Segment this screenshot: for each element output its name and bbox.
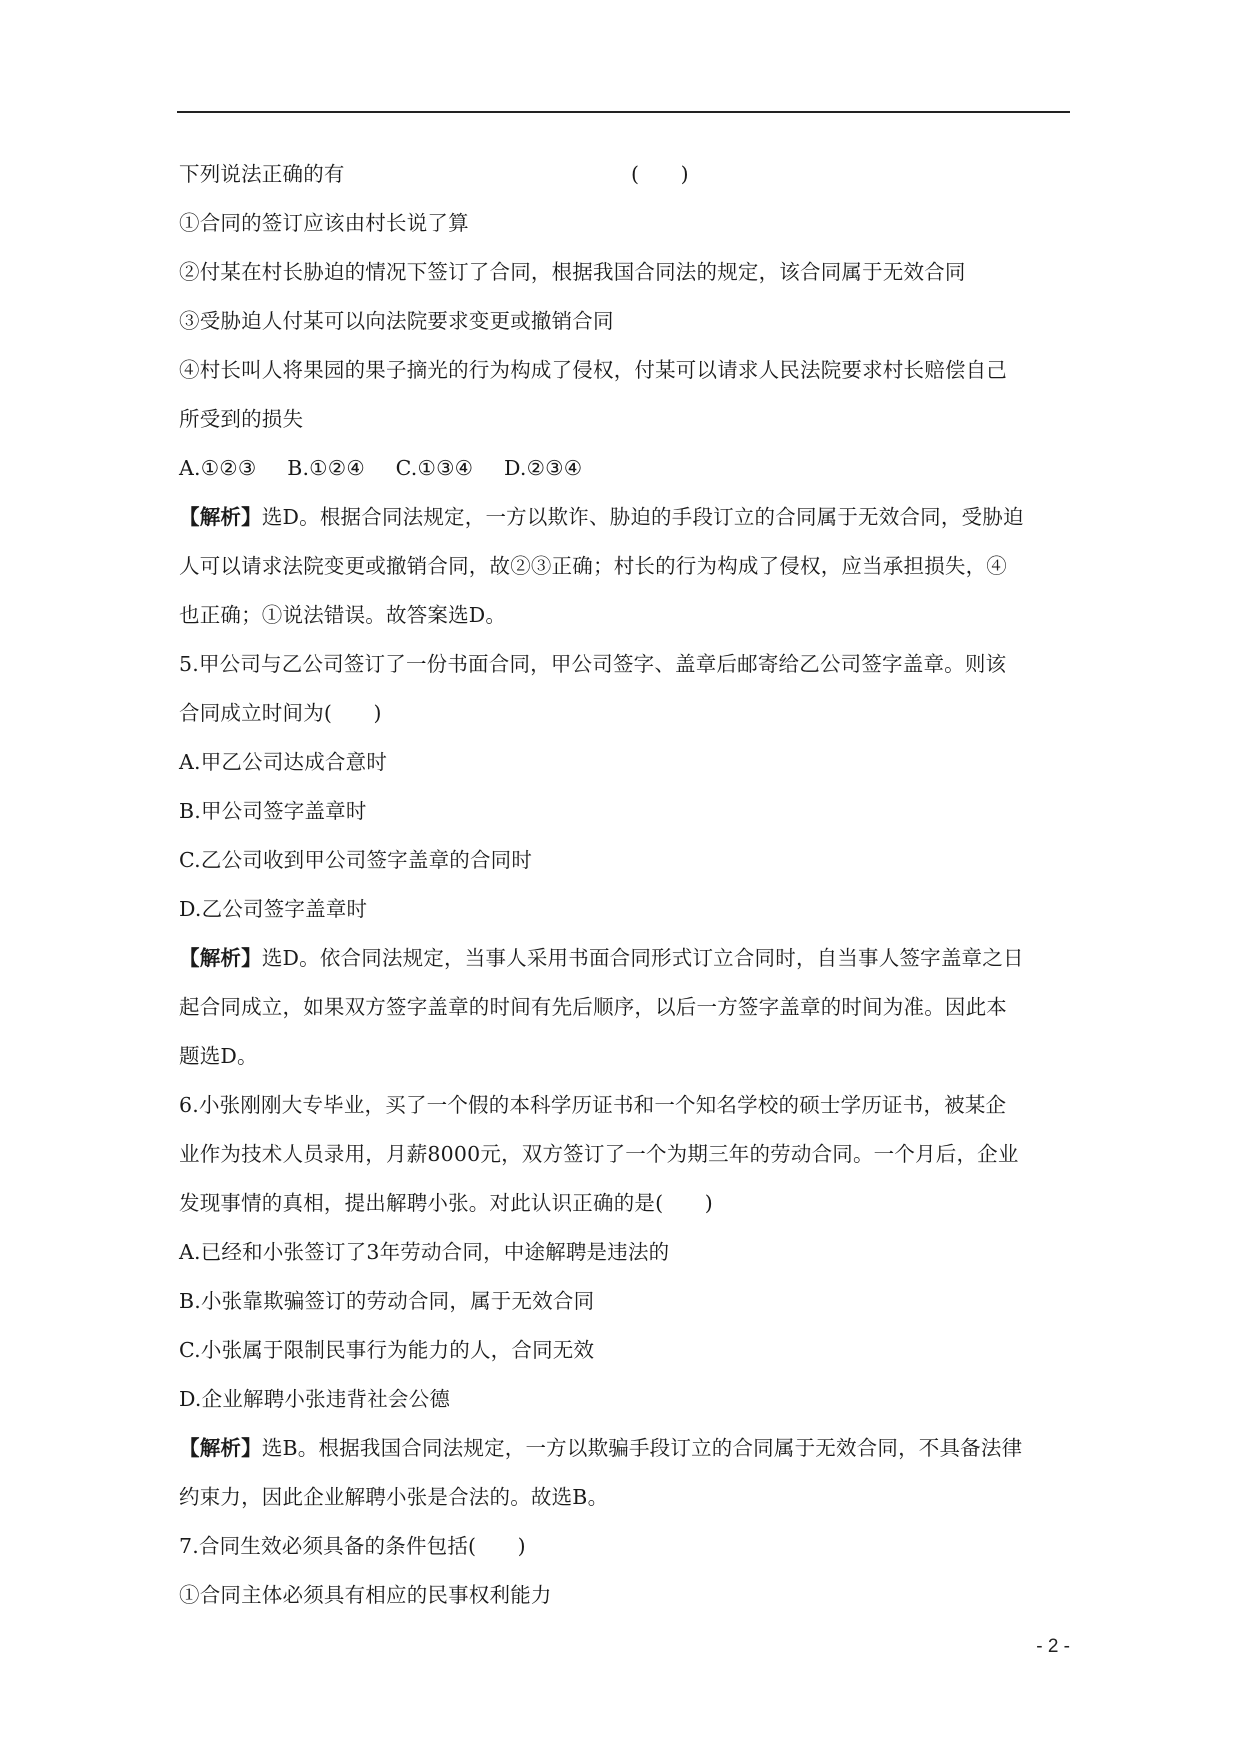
q6-option-c: C.小张属于限制民事行为能力的人，合同无效 — [179, 1338, 595, 1362]
q6-option-a: A.已经和小张签订了3年劳动合同，中途解聘是违法的 — [179, 1240, 670, 1264]
q4-stem: 下列说法正确的有 — [179, 162, 345, 186]
q4-analysis-line-2: 人可以请求法院变更或撤销合同，故②③正确；村长的行为构成了侵权，应当承担损失，④ — [179, 554, 1007, 578]
q4-analysis-line-3: 也正确；①说法错误。故答案选D。 — [179, 603, 507, 627]
q7-stem: 7.合同生效必须具备的条件包括( ) — [179, 1534, 526, 1558]
q6-option-b: B.小张靠欺骗签订的劳动合同，属于无效合同 — [179, 1289, 595, 1313]
q4-option-a: A.①②③ — [179, 456, 257, 480]
q6-analysis-tag: 【解析】 — [179, 1436, 262, 1460]
q6-stem-line-1: 6.小张刚刚大专毕业，买了一个假的本科学历证书和一个知名学校的硕士学历证书，被某企 — [179, 1093, 1007, 1117]
q6-stem-line-3: 发现事情的真相，提出解聘小张。对此认识正确的是( ) — [179, 1191, 713, 1215]
q4-item-4-cont: 所受到的损失 — [179, 407, 304, 431]
q4-item-3: ③受胁迫人付某可以向法院要求变更或撤销合同 — [179, 309, 614, 333]
q4-option-d: D.②③④ — [503, 456, 583, 480]
q6-analysis-line-2: 约束力，因此企业解聘小张是合法的。故选B。 — [179, 1485, 609, 1509]
page-number: - 2 - — [1036, 1636, 1070, 1657]
q4-analysis-line-1 — [179, 493, 1070, 542]
q6-analysis-text-1: 选B。根据我国合同法规定，一方以欺骗手段订立的合同属于无效合同，不具备法律 — [261, 1436, 1023, 1460]
q6-stem-line-2: 业作为技术人员录用，月薪8000元，双方签订了一个为期三年的劳动合同。一个月后，企业 — [179, 1142, 1019, 1166]
q6-option-d: D.企业解聘小张违背社会公德 — [179, 1387, 451, 1411]
q5-analysis-line-1 — [179, 934, 1070, 983]
q4-item-2: ②付某在村长胁迫的情况下签订了合同，根据我国合同法的规定，该合同属于无效合同 — [179, 260, 966, 284]
q4-stem-line — [179, 150, 1070, 199]
q5-option-a: A.甲乙公司达成合意时 — [179, 750, 388, 774]
q6-analysis-line-1 — [179, 1424, 1070, 1473]
q5-stem-line-2: 合同成立时间为( ) — [179, 701, 382, 725]
q5-analysis-line-2: 起合同成立，如果双方签字盖章的时间有先后顺序，以后一方签字盖章的时间为准。因此本 — [179, 995, 1007, 1019]
q4-item-4: ④村长叫人将果园的果子摘光的行为构成了侵权，付某可以请求人民法院要求村长赔偿自己 — [179, 358, 1007, 382]
q5-stem-line-1: 5.甲公司与乙公司签订了一份书面合同，甲公司签字、盖章后邮寄给乙公司签字盖章。则该 — [179, 652, 1007, 676]
q4-item-1: ①合同的签订应该由村长说了算 — [179, 211, 469, 235]
q5-option-d: D.乙公司签字盖章时 — [179, 897, 368, 921]
q4-analysis-text-1: 选D。根据合同法规定，一方以欺诈、胁迫的手段订立的合同属于无效合同，受胁迫 — [261, 505, 1024, 529]
q4-option-c: C.①③④ — [395, 456, 474, 480]
q4-answer-paren: ( ) — [631, 162, 689, 186]
q4-options — [179, 444, 1070, 493]
q5-option-b: B.甲公司签字盖章时 — [179, 799, 367, 823]
q5-analysis-line-3: 题选D。 — [179, 1044, 258, 1068]
q5-analysis-text-1: 选D。依合同法规定，当事人采用书面合同形式订立合同时，自当事人签字盖章之日 — [261, 946, 1024, 970]
q7-item-1: ①合同主体必须具有相应的民事权利能力 — [179, 1583, 552, 1607]
q5-option-c: C.乙公司收到甲公司签字盖章的合同时 — [179, 848, 533, 872]
q4-analysis-tag: 【解析】 — [179, 505, 262, 529]
header-rule — [177, 111, 1070, 113]
q4-option-b: B.①②④ — [287, 456, 365, 480]
q5-analysis-tag: 【解析】 — [179, 946, 262, 970]
page-content — [179, 150, 1070, 1620]
